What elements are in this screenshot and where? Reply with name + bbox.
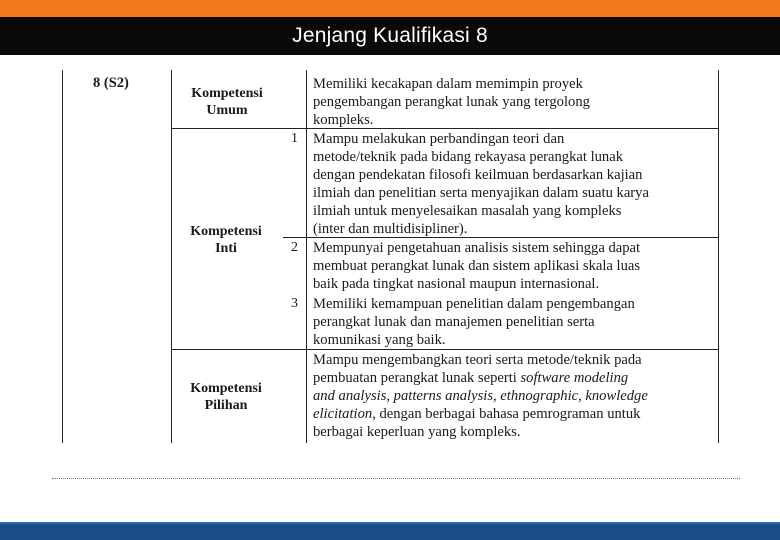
inti-item-1-line-1: Mampu melakukan perbandingan teori dan bbox=[313, 131, 565, 147]
item-number-2: 2 bbox=[291, 240, 298, 255]
inti-item-3 bbox=[313, 295, 635, 349]
pilihan-line-4-plain: , dengan berbagai bahasa pemrograman untuk bbox=[372, 406, 641, 422]
dotted-divider bbox=[52, 478, 740, 479]
inti-item-3-line-1: Memiliki kemampuan penelitian dalam pengembangan bbox=[313, 296, 635, 312]
inti-item-2-line-3: baik pada tingkat nasional maupun internasional. bbox=[313, 276, 600, 292]
table-left-border bbox=[62, 70, 63, 443]
inti-item-1 bbox=[313, 130, 649, 238]
inti-item-1-line-3: dengan pendekatan filosofi keilmuan berdasarkan kajian bbox=[313, 167, 643, 183]
pilihan-line-4 bbox=[313, 405, 648, 423]
pilihan-description bbox=[313, 351, 648, 441]
umum-line-2: pengembangan perangkat lunak yang tergolong bbox=[313, 94, 590, 110]
pilihan-line-2-plain: pembuatan perangkat lunak seperti bbox=[313, 370, 521, 386]
scanned-competency-table bbox=[0, 55, 780, 445]
label-kompetensi-pilihan bbox=[166, 380, 286, 414]
umum-line-1: Memiliki kecakapan dalam memimpin proyek bbox=[313, 76, 583, 92]
pilihan-line-3-italic: and analysis, patterns analysis, ethnographic, knowledge bbox=[313, 388, 648, 404]
level-label: 8 (S2) bbox=[93, 75, 129, 91]
title-bar bbox=[0, 17, 780, 55]
pilihan-line-2 bbox=[313, 369, 648, 387]
pilihan-line-1: Mampu mengembangkan teori serta metode/teknik pada bbox=[313, 352, 642, 368]
inti-item-3-line-3: komunikasi yang baik. bbox=[313, 332, 446, 348]
pilihan-line-4-italic: elicitation bbox=[313, 406, 373, 422]
inti-item-1-line-2: metode/teknik pada bidang rekayasa perangkat lunak bbox=[313, 149, 623, 165]
umum-description bbox=[313, 75, 590, 129]
bottom-bar-accent bbox=[0, 522, 780, 524]
top-accent-stripe bbox=[0, 0, 780, 17]
row-divider-inti bbox=[171, 349, 719, 350]
slide-title: Jenjang Kualifikasi 8 bbox=[292, 24, 488, 47]
label-umum-line1: Kompetensi bbox=[191, 86, 263, 101]
pilihan-line-5: berbagai keperluan yang kompleks. bbox=[313, 424, 521, 440]
pilihan-line-2-italic: software modeling bbox=[520, 370, 629, 386]
item-number-3: 3 bbox=[291, 296, 298, 311]
label-umum-line2: Umum bbox=[206, 103, 248, 118]
label-pilihan-line2: Pilihan bbox=[204, 398, 248, 413]
label-kompetensi-umum bbox=[167, 85, 287, 119]
inti-item-1-line-6: (inter dan multidisipliner). bbox=[313, 221, 468, 237]
inti-item-2 bbox=[313, 239, 640, 293]
inti-item-1-line-5: ilmiah untuk menyelesaikan masalah yang kompleks bbox=[313, 203, 622, 219]
label-inti-line1: Kompetensi bbox=[190, 224, 262, 239]
item-number-1: 1 bbox=[291, 131, 298, 146]
label-pilihan-line1: Kompetensi bbox=[190, 381, 262, 396]
inti-item-1-line-4: ilmiah dan penelitian serta menyajikan dalam suatu karya bbox=[313, 185, 649, 201]
table-divider-number bbox=[306, 70, 307, 443]
inti-item-2-line-2: membuat perangkat lunak dan sistem aplikasi skala luas bbox=[313, 258, 641, 274]
bottom-bar bbox=[0, 522, 780, 540]
table-right-border bbox=[718, 70, 719, 443]
label-kompetensi-inti bbox=[166, 223, 286, 257]
inti-item-3-line-2: perangkat lunak dan manajemen penelitian serta bbox=[313, 314, 595, 330]
label-inti-line2: Inti bbox=[215, 241, 237, 256]
umum-line-3: kompleks. bbox=[313, 112, 374, 128]
inti-item-2-line-1: Mempunyai pengetahuan analisis sistem sehingga dapat bbox=[313, 240, 641, 256]
pilihan-line-3 bbox=[313, 387, 648, 405]
